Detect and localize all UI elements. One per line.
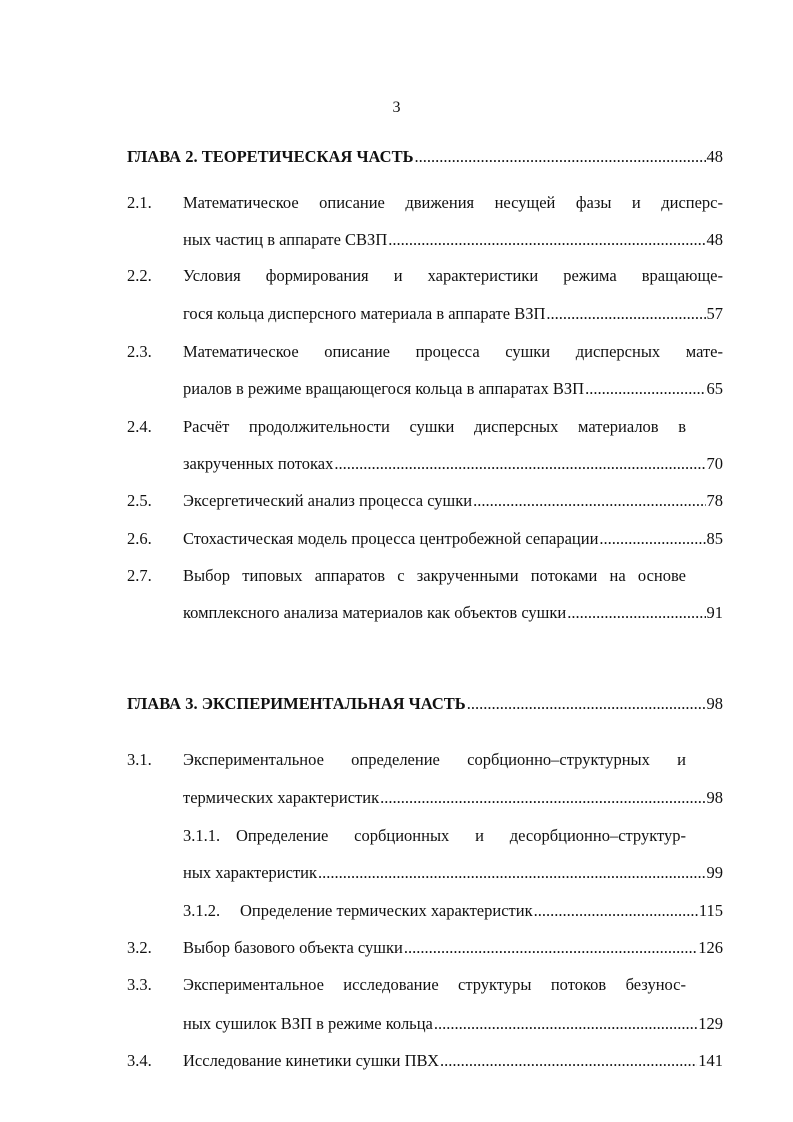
toc-num: 3.1. — [127, 750, 152, 769]
toc-entry-3-1-2 — [240, 899, 723, 923]
dot-leader — [334, 452, 705, 476]
toc-entry-2-3 — [183, 377, 723, 401]
toc-entry-3-1 — [183, 786, 723, 810]
page-ref: 141 — [698, 1051, 723, 1070]
toc-text: гося кольца дисперсного материала в аппарате ВЗП — [183, 304, 546, 323]
chapter-title: ГЛАВА 2. ТЕОРЕТИЧЕСКАЯ ЧАСТЬ — [127, 147, 414, 166]
page-ref: 98 — [706, 694, 723, 713]
dot-leader — [440, 1049, 697, 1073]
toc-num: 2.3. — [127, 342, 152, 361]
toc-text: Эксергетический анализ процесса сушки — [183, 491, 473, 510]
toc-line: Экспериментальное исследование структуры потоков безунос- — [183, 975, 686, 994]
toc-entry-2-7 — [183, 601, 723, 625]
toc-num: 3.1.2. — [183, 901, 221, 920]
toc-entry-2-6 — [183, 527, 723, 551]
toc-line: Выбор типовых аппаратов с закрученными потоками на основе — [183, 566, 686, 585]
dot-leader — [388, 228, 705, 252]
toc-num: 2.1. — [127, 193, 152, 212]
toc-num: 3.1.1. — [183, 826, 221, 845]
toc-entry-3-1-1 — [183, 861, 723, 885]
chapter-3-heading — [127, 692, 723, 716]
toc-entry-3-3 — [183, 1012, 723, 1036]
toc-line: Экспериментальное определение сорбционно–структурных и — [183, 750, 686, 769]
toc-text: Выбор базового объекта сушки — [183, 938, 403, 957]
toc-num: 3.2. — [127, 938, 152, 957]
dot-leader — [434, 1012, 697, 1036]
toc-line: Математическое описание движения несущей фазы и дисперс- — [183, 193, 723, 212]
dot-leader — [585, 377, 705, 401]
dot-leader — [467, 692, 706, 716]
toc-num: 3.3. — [127, 975, 152, 994]
toc-text: Определение термических характеристик — [240, 901, 533, 920]
toc-num: 2.2. — [127, 266, 152, 285]
page-ref: 98 — [706, 788, 723, 807]
toc-num: 2.4. — [127, 417, 152, 436]
chapter-title: ГЛАВА 3. ЭКСПЕРИМЕНТАЛЬНАЯ ЧАСТЬ — [127, 694, 466, 713]
toc-entry-2-4 — [183, 452, 723, 476]
toc-text: закрученных потоках — [183, 454, 334, 473]
page-ref: 115 — [698, 901, 723, 920]
chapter-2-heading — [127, 145, 723, 169]
page-ref: 65 — [706, 379, 723, 398]
dot-leader — [318, 861, 705, 885]
toc-entry-2-2 — [183, 302, 723, 326]
toc-num: 2.5. — [127, 491, 152, 510]
dot-leader — [380, 786, 705, 810]
toc-text: ных характеристик — [183, 863, 318, 882]
toc-entry-2-5 — [183, 489, 723, 513]
page-ref: 48 — [706, 147, 723, 166]
toc-line: Условия формирования и характеристики режима вращающе- — [183, 266, 723, 285]
dot-leader — [414, 145, 705, 169]
toc-line: Определение сорбционных и десорбционно–структур- — [236, 826, 686, 845]
page-ref: 57 — [706, 304, 723, 323]
toc-text: ных сушилок ВЗП в режиме кольца — [183, 1014, 433, 1033]
toc-text: Исследование кинетики сушки ПВХ — [183, 1051, 440, 1070]
page-ref: 85 — [706, 529, 723, 548]
page-ref: 99 — [706, 863, 723, 882]
dot-leader — [599, 527, 705, 551]
page-ref: 78 — [706, 491, 723, 510]
page-ref: 48 — [706, 230, 723, 249]
toc-line: Математическое описание процесса сушки дисперсных мате- — [183, 342, 723, 361]
dot-leader — [546, 302, 705, 326]
toc-text: риалов в режиме вращающегося кольца в аппаратах ВЗП — [183, 379, 585, 398]
page-ref: 129 — [698, 1014, 723, 1033]
toc-line: Расчёт продолжительности сушки дисперсных материалов в — [183, 417, 686, 436]
toc-text: Стохастическая модель процесса центробежной сепарации — [183, 529, 599, 548]
page-ref: 91 — [706, 603, 723, 622]
toc-text: термических характеристик — [183, 788, 380, 807]
toc-entry-2-1 — [183, 228, 723, 252]
toc-text: ных частиц в аппарате СВЗП — [183, 230, 388, 249]
page-number: 3 — [392, 99, 401, 116]
toc-num: 2.6. — [127, 529, 152, 548]
dot-leader — [567, 601, 705, 625]
toc-text: комплексного анализа материалов как объектов сушки — [183, 603, 567, 622]
toc-num: 3.4. — [127, 1051, 152, 1070]
page-ref: 70 — [706, 454, 723, 473]
toc-num: 2.7. — [127, 566, 152, 585]
page-ref: 126 — [698, 938, 723, 957]
dot-leader — [534, 899, 698, 923]
toc-entry-3-4 — [183, 1049, 723, 1073]
dot-leader — [404, 936, 697, 960]
dot-leader — [473, 489, 705, 513]
toc-entry-3-2 — [183, 936, 723, 960]
